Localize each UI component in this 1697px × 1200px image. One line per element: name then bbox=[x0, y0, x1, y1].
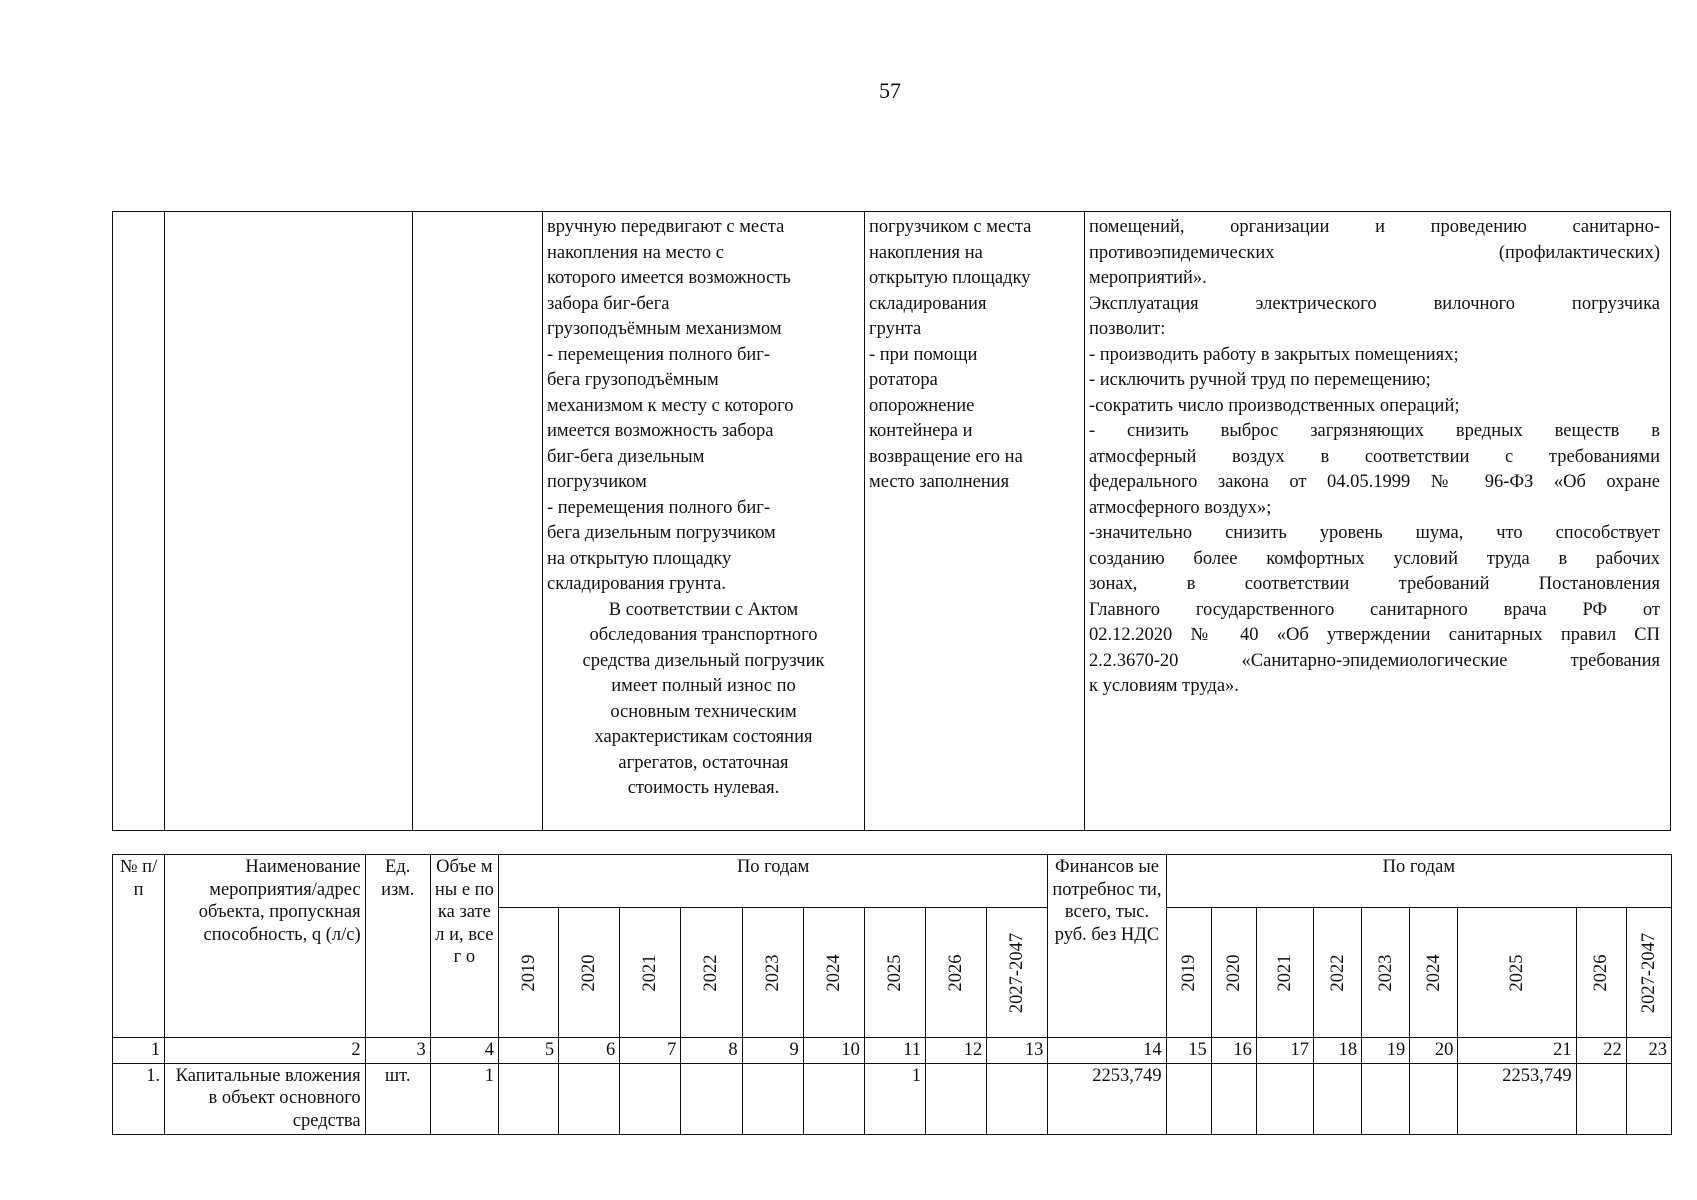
column-number: 20 bbox=[1410, 1038, 1458, 1064]
row-value bbox=[1362, 1063, 1410, 1134]
empty-cell bbox=[113, 212, 165, 831]
year-label: 2022 bbox=[701, 954, 722, 991]
text-line: погрузчиком bbox=[547, 472, 647, 492]
year-header bbox=[620, 908, 681, 1038]
column-number: 3 bbox=[365, 1038, 430, 1064]
year-label: 2025 bbox=[884, 954, 905, 991]
year-header bbox=[1314, 908, 1362, 1038]
text-line: - исключить ручной труд по перемещению; bbox=[1089, 370, 1431, 390]
column-number: 16 bbox=[1211, 1038, 1256, 1064]
year-label: 2024 bbox=[823, 954, 844, 991]
column-number: 19 bbox=[1362, 1038, 1410, 1064]
text-line: имеет полный износ по bbox=[611, 676, 796, 696]
column-number: 6 bbox=[559, 1038, 620, 1064]
text-line: позволит: bbox=[1089, 319, 1166, 339]
year-label: 2021 bbox=[1274, 954, 1295, 991]
year-label: 2021 bbox=[640, 954, 661, 991]
row-value bbox=[498, 1063, 558, 1134]
text-line: - при помощи bbox=[869, 344, 978, 365]
text-line: биг-бега дизельным bbox=[547, 446, 705, 467]
row-value bbox=[1314, 1063, 1362, 1134]
column-number: 22 bbox=[1576, 1038, 1626, 1064]
column-number: 1 bbox=[113, 1038, 165, 1064]
column-number: 4 bbox=[430, 1038, 498, 1064]
row-value bbox=[1576, 1063, 1626, 1134]
year-header bbox=[1166, 908, 1211, 1038]
text-line: -значительно снизить уровень шума, что способствует bbox=[1089, 523, 1660, 543]
effect-description-cell bbox=[1085, 212, 1671, 831]
header-finance: Финансов ые потребнос ти, всего, тыс. руб. без НДС bbox=[1048, 855, 1166, 1038]
row-value: 1 bbox=[864, 1063, 925, 1134]
year-label: 2027-2047 bbox=[1007, 932, 1028, 1013]
text-line: помещений, организации и проведению санитарно- bbox=[1089, 217, 1660, 237]
text-line: 02.12.2020 № 40 «Об утверждении санитарных правил СП bbox=[1089, 625, 1660, 645]
column-number: 13 bbox=[987, 1038, 1048, 1064]
row-value bbox=[559, 1063, 620, 1134]
year-header bbox=[1576, 908, 1626, 1038]
year-label: 2020 bbox=[1223, 954, 1244, 991]
row-value bbox=[1626, 1063, 1671, 1134]
year-header bbox=[1410, 908, 1458, 1038]
year-header bbox=[742, 908, 803, 1038]
text-line: механизмом к месту с которого bbox=[547, 395, 794, 416]
continuation-table bbox=[112, 211, 1671, 831]
page-number: 57 bbox=[879, 78, 901, 103]
year-header bbox=[987, 908, 1048, 1038]
column-number: 21 bbox=[1458, 1038, 1576, 1064]
text-line: на открытую площадку bbox=[547, 548, 732, 569]
year-header bbox=[559, 908, 620, 1038]
row-value bbox=[681, 1063, 742, 1134]
problem-description-cell bbox=[543, 212, 865, 831]
empty-cell bbox=[413, 212, 543, 831]
year-label: 2022 bbox=[1327, 954, 1348, 991]
text-line: складирования bbox=[869, 293, 987, 314]
text-line: ротатора bbox=[869, 370, 938, 390]
text-line: накопления на bbox=[869, 242, 983, 263]
text-line: характеристикам состояния bbox=[594, 727, 813, 747]
row-value: 1 bbox=[430, 1063, 498, 1134]
text-line: мероприятий». bbox=[1089, 268, 1207, 288]
year-header bbox=[1458, 908, 1576, 1038]
year-label: 2024 bbox=[1423, 954, 1444, 991]
text-line: агрегатов, остаточная bbox=[618, 752, 789, 773]
text-line: - снизить выброс загрязняющих вредных веществ в bbox=[1089, 421, 1660, 441]
text-line: возвращение его на bbox=[869, 446, 1023, 467]
text-line: забора биг-бега bbox=[547, 293, 670, 314]
text-line: имеется возможность забора bbox=[547, 421, 774, 441]
text-line: атмосферного воздух»; bbox=[1089, 497, 1272, 518]
header-by-years-1: По годам bbox=[498, 855, 1047, 908]
year-label: 2023 bbox=[1375, 954, 1396, 991]
text-line: В соответствии с Актом bbox=[608, 599, 799, 620]
text-line: противоэпидемических (профилактических) bbox=[1089, 242, 1660, 263]
text-line: опорожнение bbox=[869, 395, 975, 416]
text-line: атмосферный воздух в соответствии с требованиями bbox=[1089, 446, 1660, 467]
text-line: открытую площадку bbox=[869, 268, 1031, 288]
year-label: 2020 bbox=[578, 954, 599, 991]
text-line: грунта bbox=[869, 319, 922, 339]
column-number: 17 bbox=[1256, 1038, 1313, 1064]
year-label: 2026 bbox=[1590, 954, 1611, 991]
year-header bbox=[1256, 908, 1313, 1038]
year-header bbox=[681, 908, 742, 1038]
row-value: 2253,749 bbox=[1458, 1063, 1576, 1134]
column-number: 14 bbox=[1048, 1038, 1166, 1064]
column-number: 18 bbox=[1314, 1038, 1362, 1064]
row-unit: шт. bbox=[365, 1063, 430, 1134]
year-header bbox=[1626, 908, 1671, 1038]
column-number: 15 bbox=[1166, 1038, 1211, 1064]
text-line: вручную передвигают с места bbox=[547, 217, 785, 237]
text-line: которого имеется возможность bbox=[547, 268, 791, 288]
row-value bbox=[742, 1063, 803, 1134]
solution-description-cell bbox=[865, 212, 1085, 831]
text-line: средства дизельный погрузчик bbox=[582, 650, 825, 671]
year-label: 2027-2047 bbox=[1638, 932, 1659, 1013]
year-label: 2019 bbox=[518, 954, 539, 991]
text-line: накопления на место с bbox=[547, 242, 724, 263]
text-line: основным техническим bbox=[610, 701, 797, 722]
investment-table bbox=[112, 854, 1672, 1135]
column-number: 12 bbox=[926, 1038, 987, 1064]
text-line: -сократить число производственных операций; bbox=[1089, 395, 1460, 416]
row-value bbox=[1410, 1063, 1458, 1134]
text-line: складирования грунта. bbox=[547, 574, 726, 594]
header-unit: Ед. изм. bbox=[365, 855, 430, 1038]
text-line: погрузчиком с места bbox=[869, 217, 1032, 237]
text-line: 2.2.3670-20 «Санитарно-эпидемиологические требования bbox=[1089, 650, 1660, 671]
row-name: Капитальные вложения в объект основного средства bbox=[165, 1063, 366, 1134]
text-line: контейнера и bbox=[869, 421, 973, 441]
text-line: место заполнения bbox=[869, 472, 1010, 492]
text-line: зонах, в соответствии требований Постановления bbox=[1089, 574, 1660, 594]
row-value bbox=[620, 1063, 681, 1134]
year-header bbox=[498, 908, 558, 1038]
text-line: Эксплуатация электрического вилочного погрузчика bbox=[1089, 293, 1660, 314]
text-line: - производить работу в закрытых помещениях; bbox=[1089, 344, 1459, 365]
text-line: грузоподъёмным механизмом bbox=[547, 319, 782, 339]
row-value bbox=[1211, 1063, 1256, 1134]
column-number: 9 bbox=[742, 1038, 803, 1064]
row-value bbox=[1256, 1063, 1313, 1134]
year-label: 2026 bbox=[945, 954, 966, 991]
year-label: 2023 bbox=[762, 954, 783, 991]
year-label: 2019 bbox=[1178, 954, 1199, 991]
text-line: - перемещения полного биг- bbox=[547, 344, 771, 365]
column-number: 10 bbox=[803, 1038, 864, 1064]
column-number: 11 bbox=[864, 1038, 925, 1064]
row-value bbox=[803, 1063, 864, 1134]
text-line: созданию более комфортных условий труда в рабочих bbox=[1089, 548, 1660, 569]
column-number: 8 bbox=[681, 1038, 742, 1064]
text-line: - перемещения полного биг- bbox=[547, 497, 771, 518]
text-line: федерального закона от 04.05.1999 № 96-ФЗ «Об охране bbox=[1089, 472, 1660, 492]
row-num: 1. bbox=[113, 1063, 165, 1134]
text-line: бега грузоподъёмным bbox=[547, 370, 719, 390]
row-value bbox=[926, 1063, 987, 1134]
text-line: обследования транспортного bbox=[589, 625, 818, 645]
header-name: Наименование мероприятия/адрес объекта, пропускная способность, q (л/с) bbox=[165, 855, 366, 1038]
header-volume: Объе мны е пока зател и, всег о bbox=[430, 855, 498, 1038]
year-header bbox=[926, 908, 987, 1038]
column-number: 7 bbox=[620, 1038, 681, 1064]
text-line: стоимость нулевая. bbox=[627, 778, 780, 798]
row-value bbox=[987, 1063, 1048, 1134]
year-header bbox=[803, 908, 864, 1038]
year-header bbox=[1362, 908, 1410, 1038]
text-line: Главного государственного санитарного врача РФ от bbox=[1089, 599, 1660, 620]
column-number: 23 bbox=[1626, 1038, 1671, 1064]
column-number: 5 bbox=[498, 1038, 558, 1064]
row-value bbox=[1166, 1063, 1211, 1134]
text-line: бега дизельным погрузчиком bbox=[547, 523, 776, 543]
header-num: № п/п bbox=[113, 855, 165, 1038]
column-number: 2 bbox=[165, 1038, 366, 1064]
year-header bbox=[1211, 908, 1256, 1038]
year-label: 2025 bbox=[1506, 954, 1527, 991]
year-header bbox=[864, 908, 925, 1038]
header-by-years-2: По годам bbox=[1166, 855, 1671, 908]
text-line: к условиям труда». bbox=[1089, 676, 1239, 696]
empty-cell bbox=[165, 212, 413, 831]
row-value: 2253,749 bbox=[1048, 1063, 1166, 1134]
